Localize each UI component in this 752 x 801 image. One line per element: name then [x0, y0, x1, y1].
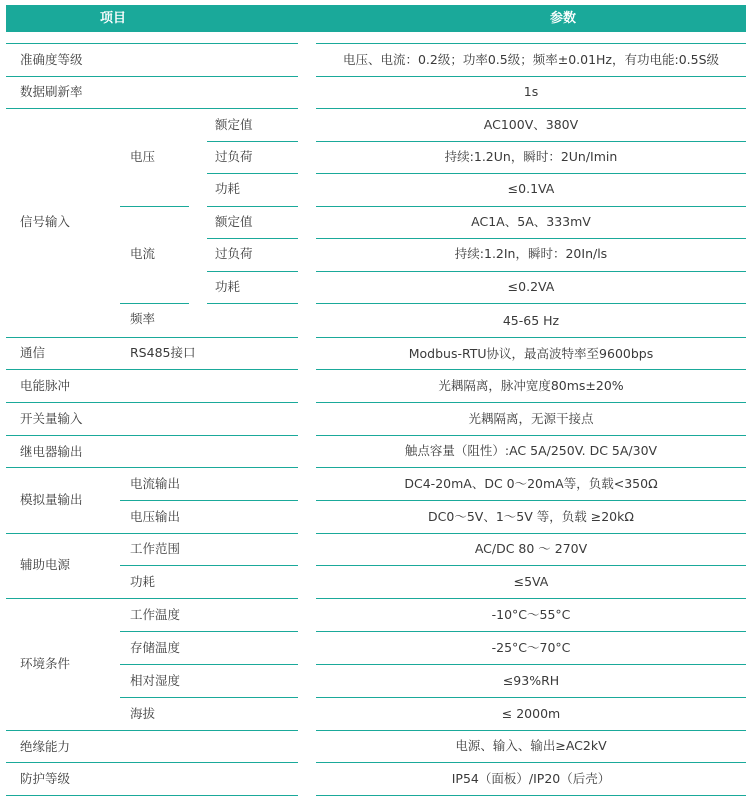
header-param: 参数: [550, 11, 577, 26]
row-insulation-value: 电源、输入、输出≥AC2kV: [455, 738, 607, 753]
env-altitude-value: ≤ 2000m: [501, 706, 561, 721]
row-comm-label: 通信: [20, 345, 46, 360]
env-humidity-value: ≤93%RH: [502, 673, 560, 688]
row-switch-value: 光耦隔离，无源干接点: [468, 411, 594, 426]
signal-current-overload-label: 过负荷: [215, 246, 253, 261]
row-protection-value: IP54（面板）/IP20（后壳）: [451, 771, 611, 786]
signal-current-label: 电流: [130, 246, 156, 261]
analog-current-label: 电流输出: [130, 476, 181, 491]
row-accuracy-value: 电压、电流：0.2级；功率0.5级；频率±0.01Hz，有功电能:0.5S级: [342, 52, 720, 67]
signal-voltage-rated-value: AC100V、380V: [483, 117, 579, 132]
signal-voltage-rated-label: 额定值: [215, 117, 253, 132]
signal-voltage-overload-value: 持续:1.2Un，瞬时：2Un/Imin: [444, 149, 618, 164]
signal-current-overload-value: 持续:1.2In，瞬时：20In/ls: [454, 246, 608, 261]
signal-frequency-value: 45-65 Hz: [502, 313, 560, 328]
row-insulation-label: 绝缘能力: [20, 739, 71, 754]
row-signal-label: 信号输入: [20, 214, 71, 229]
analog-voltage-value: DC0～5V、1～5V 等，负载 ≥20kΩ: [428, 509, 634, 524]
table-header: [6, 5, 746, 32]
row-pulse-label: 电能脉冲: [20, 378, 71, 393]
env-altitude-label: 海拔: [130, 706, 156, 721]
row-refresh-value: 1s: [523, 84, 539, 99]
signal-frequency-label: 频率: [130, 311, 156, 326]
env-store-temp-value: -25°C～70°C: [491, 640, 571, 655]
env-work-temp-value: -10°C～55°C: [491, 607, 571, 622]
row-relay-value: 触点容量（阻性）:AC 5A/250V. DC 5A/30V: [404, 443, 658, 458]
aux-range-label: 工作范围: [130, 541, 181, 556]
env-work-temp-label: 工作温度: [130, 607, 181, 622]
row-refresh-label: 数据刷新率: [20, 84, 83, 99]
row-pulse-value: 光耦隔离，脉冲宽度80ms±20%: [438, 378, 624, 393]
row-aux-label: 辅助电源: [20, 557, 71, 572]
row-comm-sub: RS485接口: [130, 345, 196, 360]
analog-current-value: DC4-20mA、DC 0～20mA等，负载<350Ω: [404, 476, 658, 491]
row-switch-label: 开关量输入: [20, 411, 83, 426]
signal-voltage-label: 电压: [130, 149, 156, 164]
env-store-temp-label: 存储温度: [130, 640, 181, 655]
row-relay-label: 继电器输出: [20, 444, 83, 459]
row-comm-value: Modbus-RTU协议，最高波特率至9600bps: [408, 346, 654, 361]
aux-range-value: AC/DC 80 ～ 270V: [474, 541, 588, 556]
signal-current-power-value: ≤0.2VA: [507, 279, 555, 294]
row-analog-label: 模拟量输出: [20, 492, 83, 507]
signal-current-power-label: 功耗: [215, 279, 241, 294]
header-item: 项目: [100, 11, 127, 26]
env-humidity-label: 相对湿度: [130, 673, 181, 688]
signal-voltage-power-label: 功耗: [215, 181, 241, 196]
aux-power-value: ≤5VA: [513, 574, 549, 589]
row-env-label: 环境条件: [20, 656, 71, 671]
analog-voltage-label: 电压输出: [130, 509, 181, 524]
signal-voltage-overload-label: 过负荷: [215, 149, 253, 164]
signal-current-rated-label: 额定值: [215, 214, 253, 229]
signal-current-rated-value: AC1A、5A、333mV: [471, 214, 591, 229]
aux-power-label: 功耗: [130, 574, 156, 589]
signal-voltage-power-value: ≤0.1VA: [507, 181, 555, 196]
row-accuracy-label: 准确度等级: [20, 52, 83, 67]
row-protection-label: 防护等级: [20, 771, 71, 786]
